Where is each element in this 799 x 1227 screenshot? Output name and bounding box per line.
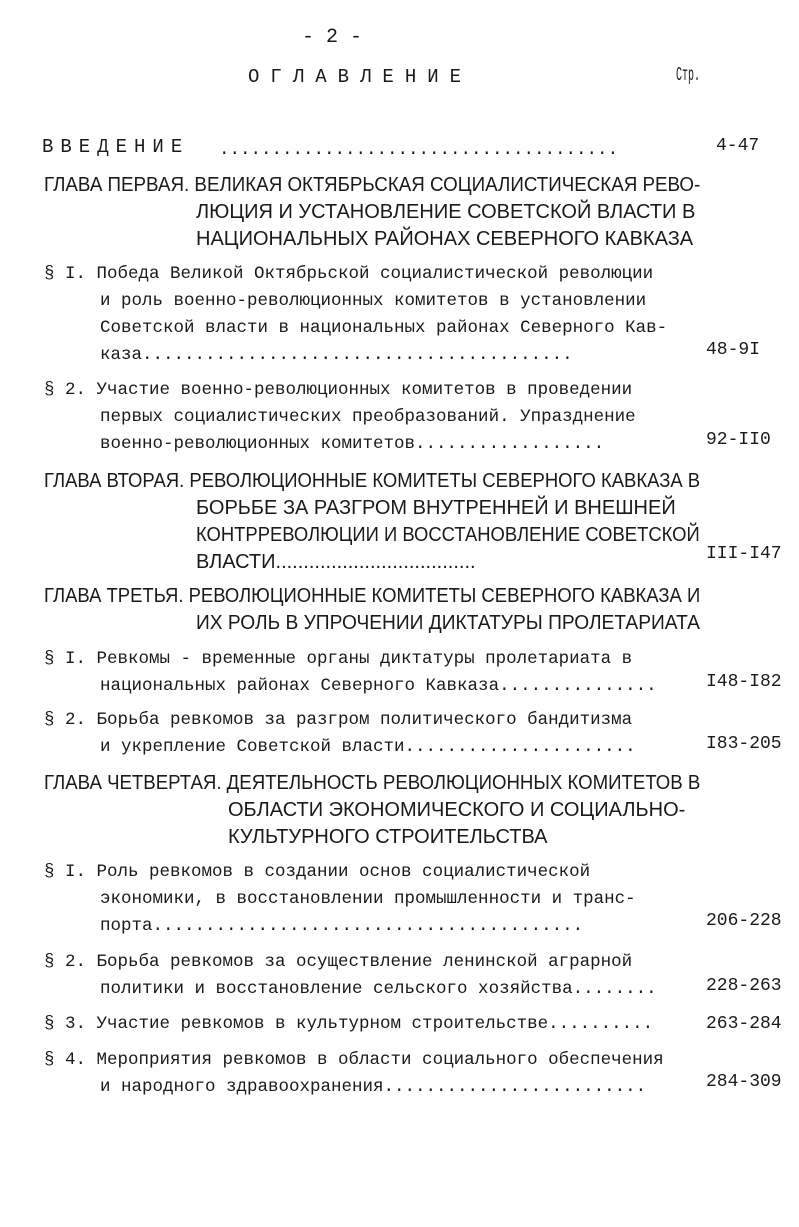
ch4-s2-line2: политики и восстановление сельского хозяйства........ — [100, 979, 657, 999]
ch1-s2-line3: военно-революционных комитетов.................. — [100, 434, 605, 454]
ch4-s4-line2: и народного здравоохранения......................... — [100, 1077, 647, 1097]
ch1-s1-line3: Советской власти в национальных районах Северного Кав- — [100, 318, 668, 338]
ch4-s4-line1: § 4. Мероприятия ревкомов в области социального обеспечения — [44, 1050, 664, 1070]
ch4-s1-pages: 206-228 — [706, 911, 782, 931]
chapter2-line4: ВЛАСТИ.................................... — [196, 551, 476, 573]
ch3-s2-line2: и укрепление Советской власти...................... — [100, 737, 636, 757]
ch4-s4-pages: 284-309 — [706, 1072, 782, 1092]
page-column-label: Стр. — [676, 64, 700, 86]
chapter4-line1: ГЛАВА ЧЕТВЕРТАЯ. ДЕЯТЕЛЬНОСТЬ РЕВОЛЮЦИОННЫХ КОМИТЕТОВ В — [44, 772, 701, 794]
ch4-s3-line1: § 3. Участие ревкомов в культурном строительстве.......... — [44, 1014, 654, 1034]
chapter3-line2: ИХ РОЛЬ В УПРОЧЕНИИ ДИКТАТУРЫ ПРОЛЕТАРИАТА — [196, 612, 700, 634]
ch4-s2-line1: § 2. Борьба ревкомов за осуществление ленинской аграрной — [44, 952, 633, 972]
ch1-s1-line4: каза......................................... — [100, 345, 573, 365]
ch4-s2-pages: 228-263 — [706, 976, 782, 996]
ch1-s1-line1: § I. Победа Великой Октябрьской социалистической революции — [44, 264, 654, 284]
chapter3-line1: ГЛАВА ТРЕТЬЯ. РЕВОЛЮЦИОННЫЕ КОМИТЕТЫ СЕВЕРНОГО КАВКАЗА И — [44, 585, 701, 607]
ch3-s1-line2: национальных районах Северного Кавказа............... — [100, 676, 657, 696]
intro-dots: ...................................... — [219, 140, 619, 160]
ch1-s2-line2: первых социалистических преобразований. Упразднение — [100, 407, 636, 427]
chapter2-line2: БОРЬБЕ ЗА РАЗГРОМ ВНУТРЕННЕЙ И ВНЕШНЕЙ — [196, 497, 676, 519]
chapter1-line2: ЛЮЦИЯ И УСТАНОВЛЕНИЕ СОВЕТСКОЙ ВЛАСТИ В — [196, 201, 696, 223]
ch3-s1-line1: § I. Ревкомы - временные органы диктатуры пролетариата в — [44, 649, 633, 669]
ch3-s2-pages: I83-205 — [706, 734, 782, 754]
ch4-s1-line3: порта......................................... — [100, 916, 584, 936]
ch1-s2-pages: 92-II0 — [706, 430, 771, 450]
chapter2-pages: III-I47 — [706, 544, 782, 564]
ch3-s1-pages: I48-I82 — [706, 672, 782, 692]
chapter2-line1: ГЛАВА ВТОРАЯ. РЕВОЛЮЦИОННЫЕ КОМИТЕТЫ СЕВЕРНОГО КАВКАЗА В — [44, 470, 701, 492]
chapter4-line3: КУЛЬТУРНОГО СТРОИТЕЛЬСТВА — [228, 826, 548, 848]
intro-pages: 4-47 — [716, 136, 760, 156]
ch1-s1-line2: и роль военно-революционных комитетов в установлении — [100, 291, 647, 311]
ch1-s2-line1: § 2. Участие военно-революционных комитетов в проведении — [44, 380, 633, 400]
ch4-s1-line2: экономики, в восстановлении промышленности и транс- — [100, 889, 636, 909]
page-title: ОГЛАВЛЕНИЕ — [248, 66, 473, 88]
ch1-s1-pages: 48-9I — [706, 340, 761, 360]
chapter1-line1: ГЛАВА ПЕРВАЯ. ВЕЛИКАЯ ОКТЯБРЬСКАЯ СОЦИАЛИСТИЧЕСКАЯ РЕВО- — [44, 174, 701, 196]
page-number: - 2 - — [302, 26, 363, 49]
ch4-s1-line1: § I. Роль ревкомов в создании основ социалистической — [44, 862, 591, 882]
chapter4-line2: ОБЛАСТИ ЭКОНОМИЧЕСКОГО И СОЦИАЛЬНО- — [228, 799, 686, 821]
chapter2-line3: КОНТРРЕВОЛЮЦИИ И ВОССТАНОВЛЕНИЕ СОВЕТСКОЙ — [196, 524, 700, 546]
ch4-s3-pages: 263-284 — [706, 1014, 782, 1034]
ch3-s2-line1: § 2. Борьба ревкомов за разгром политического бандитизма — [44, 710, 633, 730]
intro-label: ВВЕДЕНИЕ — [42, 136, 190, 158]
chapter1-line3: НАЦИОНАЛЬНЫХ РАЙОНАХ СЕВЕРНОГО КАВКАЗА — [196, 228, 694, 250]
